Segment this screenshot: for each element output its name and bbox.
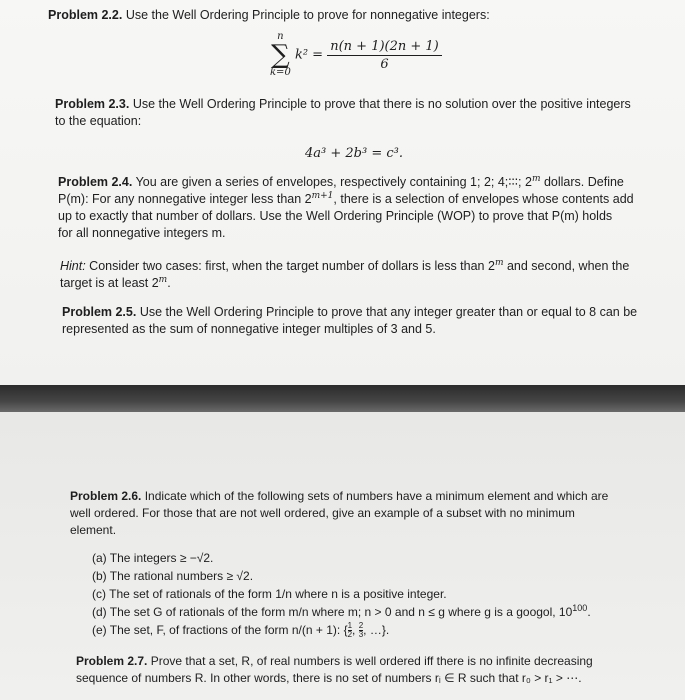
page-separator (0, 385, 685, 412)
hint-label: Hint: (60, 259, 86, 273)
problem-2-6-statement (70, 488, 670, 539)
problem-2-3-statement (55, 96, 675, 130)
problem-2-4-line1-sup: m (531, 173, 541, 184)
problem-2-4-line1-b: dollars. Define (540, 175, 624, 189)
problem-2-3-text-line2: to the equation: (55, 114, 142, 128)
problem-2-4-line2-a: P(m): For any nonnegative integer less than 2 (58, 192, 312, 206)
problem-2-7-line1: Prove that a set, R, of real numbers is well ordered iff there is no infinite decreasing (150, 654, 593, 668)
problem-2-6-items (92, 549, 662, 639)
problem-2-4-line2-b: , there is a selection of envelopes whose contents add (333, 192, 634, 206)
problem-2-2-statement (48, 7, 668, 24)
problem-2-2-label: Problem 2.2. (48, 8, 123, 22)
sum-of-squares-formula (270, 32, 442, 78)
item-e (92, 621, 662, 639)
sum-upper-limit: n (277, 31, 284, 42)
item-e-frac1-den: 2 (347, 630, 353, 640)
item-e-frac1-num: 1 (347, 621, 353, 631)
item-e-text: (e) The set, F, of fractions of the form n/(n + 1): (92, 623, 344, 637)
problem-2-7-label: Problem 2.7. (76, 654, 148, 668)
problem-2-3-label: Problem 2.3. (55, 97, 130, 111)
sum-lower-limit: k=0 (270, 67, 291, 78)
problem-2-4-line1-a: You are given a series of envelopes, respectively containing 1; 2; 4;∶∶∶; 2 (135, 175, 532, 189)
problem-2-4-line2-sup: m+1 (311, 190, 334, 201)
item-d-end: . (587, 605, 591, 619)
item-d-exponent: 100 (572, 603, 588, 613)
item-e-frac2-num: 2 (358, 621, 364, 631)
problem-2-5-label: Problem 2.5. (62, 305, 137, 319)
fraction-numerator: n(n + 1)(2n + 1) (327, 39, 442, 56)
problem-2-2-text: Use the Well Ordering Principle to prove for nonnegative integers: (125, 8, 490, 22)
problem-2-4-statement (58, 174, 678, 242)
hint-line2-sup: m (158, 274, 168, 285)
fraction-denominator: 6 (380, 56, 389, 72)
problem-2-3-text-line1: Use the Well Ordering Principle to prove that there is no solution over the positive integers (132, 97, 631, 111)
item-d (92, 603, 662, 621)
page-lower (0, 412, 685, 700)
summation-symbol: n ∑ k=0 (270, 31, 291, 78)
problem-2-6-line1: Indicate which of the following sets of numbers have a minimum element and which are (144, 489, 609, 503)
hint-line2-a: target is at least 2 (60, 276, 159, 290)
item-e-separator: , (352, 623, 359, 637)
problem-2-7-line2: sequence of numbers R. In other words, there is no set of numbers rᵢ ∈ R such that r₀ > r₁ > ⋯. (76, 671, 582, 685)
hint-line1-sup: m (494, 257, 504, 268)
item-c: (c) The set of rationals of the form 1/n where n is a positive integer. (92, 587, 447, 601)
hint-line2-b: . (167, 276, 171, 290)
item-e-frac2-den: 3 (358, 630, 364, 640)
problem-2-6-label: Problem 2.6. (70, 489, 142, 503)
problem-2-5-line2: represented as the sum of nonnegative integer multiples of 3 and 5. (62, 322, 436, 336)
problem-2-6-line2: well ordered. For those that are not well ordered, give an example of a subset with no minimum (70, 506, 575, 520)
hint-line1-a: Consider two cases: first, when the target number of dollars is less than 2 (85, 259, 495, 273)
item-e-close-brace: , …}. (363, 623, 390, 637)
problem-2-5-line1: Use the Well Ordering Principle to prove that any integer greater than or equal to 8 can be (139, 305, 638, 319)
problem-2-4-line4: for all nonnegative integers m. (58, 226, 226, 240)
problem-2-4-line3: up to exactly that number of dollars. Use the Well Ordering Principle (WOP) to prove that P(m) holds (58, 209, 613, 223)
problem-2-6-line3: element. (70, 523, 117, 537)
item-b: (b) The rational numbers ≥ √2. (92, 569, 254, 583)
sum-fraction (327, 39, 442, 72)
item-e-open-brace: { (343, 623, 348, 637)
sum-term: k² = (294, 47, 324, 63)
item-d-text: (d) The set G of rationals of the form m/n where m; n > 0 and n ≤ g where g is a googol, 10 (92, 605, 573, 619)
problem-2-4-label: Problem 2.4. (58, 175, 133, 189)
problem-2-5-statement (62, 304, 682, 338)
problem-2-7-statement (76, 653, 671, 687)
item-a: (a) The integers ≥ −√2. (92, 551, 214, 565)
hint-line1-b: and second, when the (503, 259, 630, 273)
cubic-equation: 4a³ + 2b³ = c³. (305, 146, 403, 161)
problem-2-4-hint (60, 258, 680, 292)
